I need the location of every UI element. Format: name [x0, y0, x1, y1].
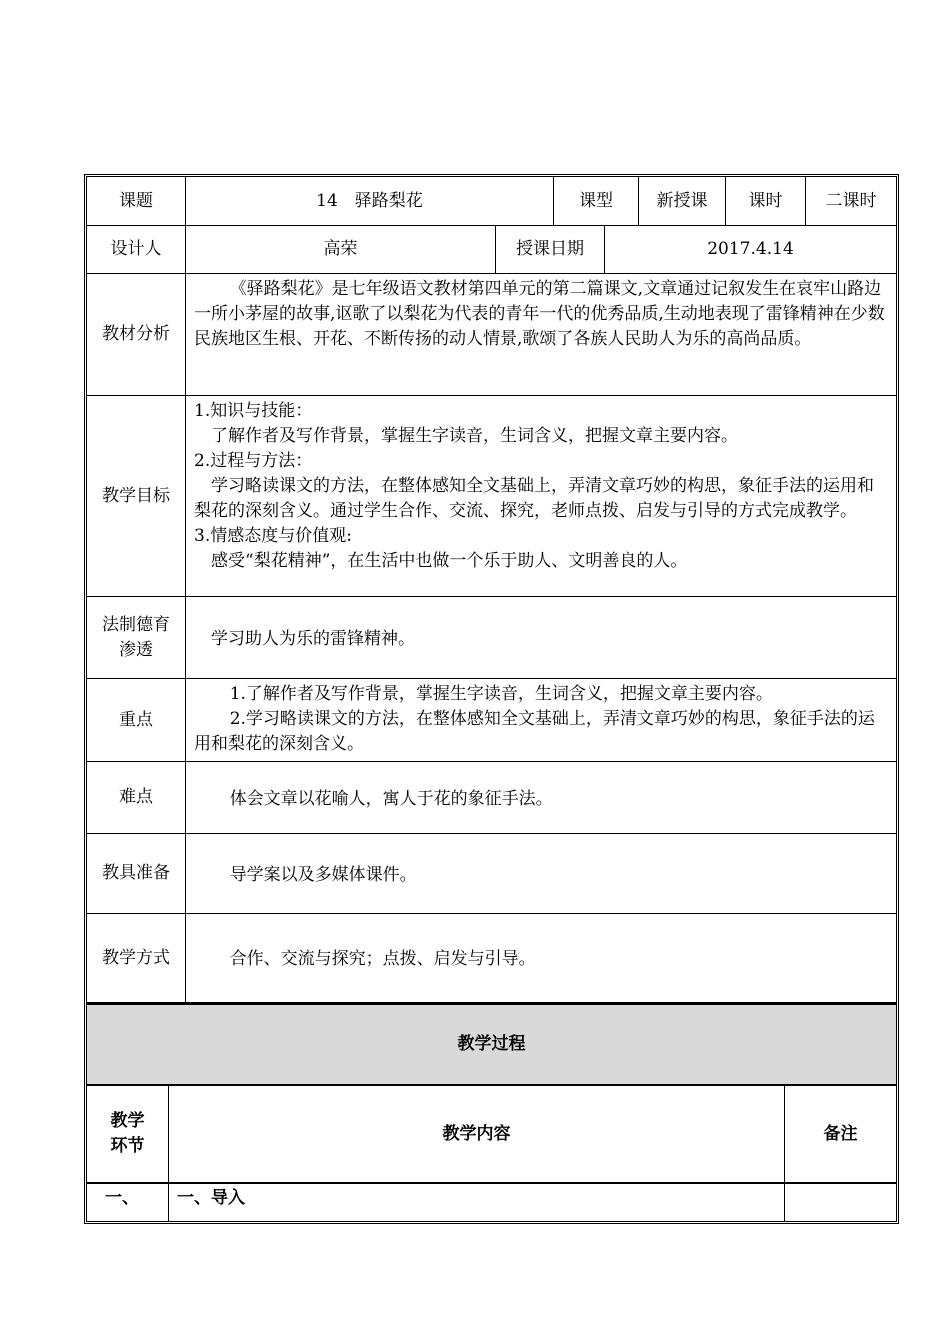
moral-text: 学习助人为乐的雷锋精神。 [211, 628, 415, 649]
key-point-1: 1.了解作者及写作背景，掌握生字读音，生词含义，把握文章主要内容。 [229, 684, 773, 704]
method-label: 教学方式 [87, 914, 186, 1003]
tools-cell [186, 834, 896, 914]
col-content-header: 教学内容 [169, 1086, 785, 1184]
analysis-cell [186, 274, 896, 396]
date-value: 2017.4.14 [605, 226, 896, 274]
difficulty-text: 体会文章以花喻人，寓人于花的象征手法。 [229, 788, 553, 809]
col-notes-header: 备注 [785, 1086, 896, 1184]
designer-label: 设计人 [87, 226, 186, 274]
analysis-text: 《驿路梨花》是七年级语文教材第四单元的第二篇课文,文章通过记叙发生在哀牢山路边一所小茅屋的故事,讴歌了以梨花为代表的青年一代的优秀品质,生动地表现了雷锋精神在少数民族地区生根、开花、不断传扬的动人情景,歌颂了各族人民助人为乐的高尚品质。 [194, 279, 885, 349]
difficulty-cell [186, 762, 896, 834]
type-value: 新授课 [639, 177, 726, 226]
objective-heading-2: 2.过程与方法： [194, 451, 313, 471]
objectives-label: 教学目标 [87, 396, 186, 597]
objective-text-3: 感受“梨花精神”，在生活中也做一个乐于助人、文明善良的人。 [211, 551, 688, 571]
designer-value: 高荣 [186, 226, 496, 274]
objective-heading-3: 3.情感态度与价值观: [194, 526, 352, 546]
period-value: 二课时 [806, 177, 896, 226]
method-text: 合作、交流与探究；点拨、启发与引导。 [229, 949, 536, 969]
row1-stage: 一、 [87, 1184, 169, 1224]
key-points-cell [186, 679, 896, 762]
moral-cell [186, 597, 896, 679]
tools-text: 导学案以及多媒体课件。 [229, 864, 417, 885]
objective-text-2: 学习略读课文的方法，在整体感知全文基础上，弄清文章巧妙的构思，象征手法的运用和梨花的深刻含义。通过学生合作、交流、探究，老师点拨、启发与引导的方式完成教学。 [194, 476, 874, 521]
method-cell [186, 914, 896, 1003]
lesson-plan-table [84, 174, 899, 1224]
topic-value: 14 驿路梨花 [186, 177, 554, 226]
row1-notes [785, 1184, 896, 1224]
key-points-label: 重点 [87, 679, 186, 762]
col-stage-header: 教学环节 [87, 1086, 169, 1184]
date-label: 授课日期 [496, 226, 605, 274]
row1-content: 一、导入 [169, 1184, 785, 1224]
process-title: 教学过程 [87, 1003, 896, 1086]
tools-label: 教具准备 [87, 834, 186, 914]
objective-heading-1: 1.知识与技能： [194, 401, 313, 421]
objective-text-1: 了解作者及写作背景，掌握生字读音，生词含义，把握文章主要内容。 [211, 426, 738, 446]
type-label: 课型 [554, 177, 639, 226]
analysis-label: 教材分析 [87, 274, 186, 396]
topic-label: 课题 [87, 177, 186, 226]
moral-label: 法制德育渗透 [87, 597, 186, 679]
period-label: 课时 [726, 177, 806, 226]
key-point-2: 2.学习略读课文的方法，在整体感知全文基础上，弄清文章巧妙的构思，象征手法的运用和梨花的深刻含义。 [194, 709, 875, 754]
objectives-cell [186, 396, 896, 597]
difficulty-label: 难点 [87, 762, 186, 834]
